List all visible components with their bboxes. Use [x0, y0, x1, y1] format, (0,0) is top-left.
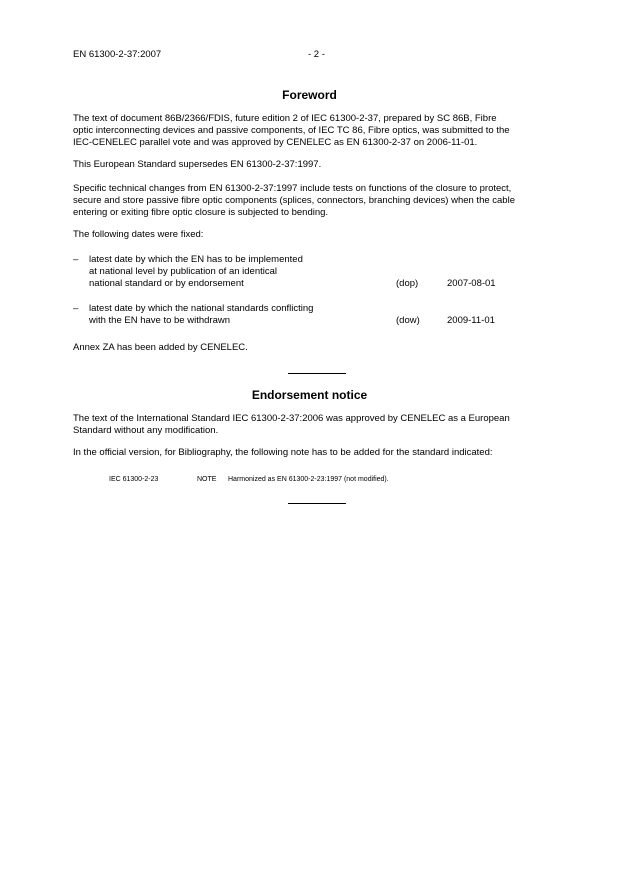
endorsement-title: Endorsement notice — [251, 388, 368, 402]
endorsement-paragraph-2: In the official version, for Bibliography, the following note has to be added for the standard indicated: — [73, 447, 493, 458]
date-abbreviation: (dow) — [396, 314, 420, 326]
list-dash: – — [73, 254, 79, 265]
date-value: 2009-11-01 — [447, 314, 495, 326]
foreword-paragraph-3 — [73, 183, 561, 218]
text-line: Specific technical changes from EN 61300-2-37:1997 include tests on functions of the closure to protect, — [73, 183, 512, 194]
note-label: NOTE — [197, 476, 217, 483]
text-line: secure and store passive fibre optic components (splices, connectors, branching devices) when the cable — [73, 194, 515, 206]
text-line: with the EN have to be withdrawn — [89, 314, 230, 326]
foreword-title: Foreword — [282, 88, 337, 102]
section-divider — [288, 373, 346, 374]
header-page-number: - 2 - — [308, 49, 325, 60]
text-line: optic interconnecting devices and passive components, of IEC TC 86, Fibre optics, was submitted to the — [73, 124, 510, 136]
date-value: 2007-08-01 — [447, 277, 496, 289]
note-text: Harmonized as EN 61300-2-23:1997 (not modified). — [228, 476, 389, 483]
dates-intro: The following dates were fixed: — [73, 229, 204, 240]
text-line: at national level by publication of an identical — [89, 265, 278, 277]
header-document-id: EN 61300-2-37:2007 — [73, 49, 162, 60]
text-line: entering or exiting fibre optic closure is subjected to bending. — [73, 206, 329, 218]
endorsement-paragraph-1 — [73, 413, 561, 437]
section-divider — [288, 503, 346, 504]
note-standard-reference: IEC 61300-2-23 — [109, 476, 159, 483]
text-line: latest date by which the national standards conflicting — [89, 303, 314, 314]
text-line: The text of the International Standard IEC 61300-2-37:2006 was approved by CENELEC as a European — [73, 413, 510, 424]
date-item-text — [89, 254, 389, 289]
foreword-paragraph-2: This European Standard supersedes EN 61300-2-37:1997. — [73, 159, 322, 170]
list-dash: – — [73, 303, 79, 314]
annex-note: Annex ZA has been added by CENELEC. — [73, 342, 248, 353]
text-line: The text of document 86B/2366/FDIS, future edition 2 of IEC 61300-2-37, prepared by SC 86B, Fibre — [73, 113, 497, 124]
text-line: Standard without any modification. — [73, 424, 219, 436]
date-abbreviation: (dop) — [396, 277, 419, 289]
text-line: national standard or by endorsement — [89, 277, 244, 289]
text-line: IEC-CENELEC parallel vote and was approved by CENELEC as EN 61300-2-37 on 2006-11-01. — [73, 136, 478, 148]
date-item-text — [89, 303, 389, 327]
text-line: latest date by which the EN has to be implemented — [89, 254, 303, 265]
foreword-paragraph-1 — [73, 113, 561, 148]
